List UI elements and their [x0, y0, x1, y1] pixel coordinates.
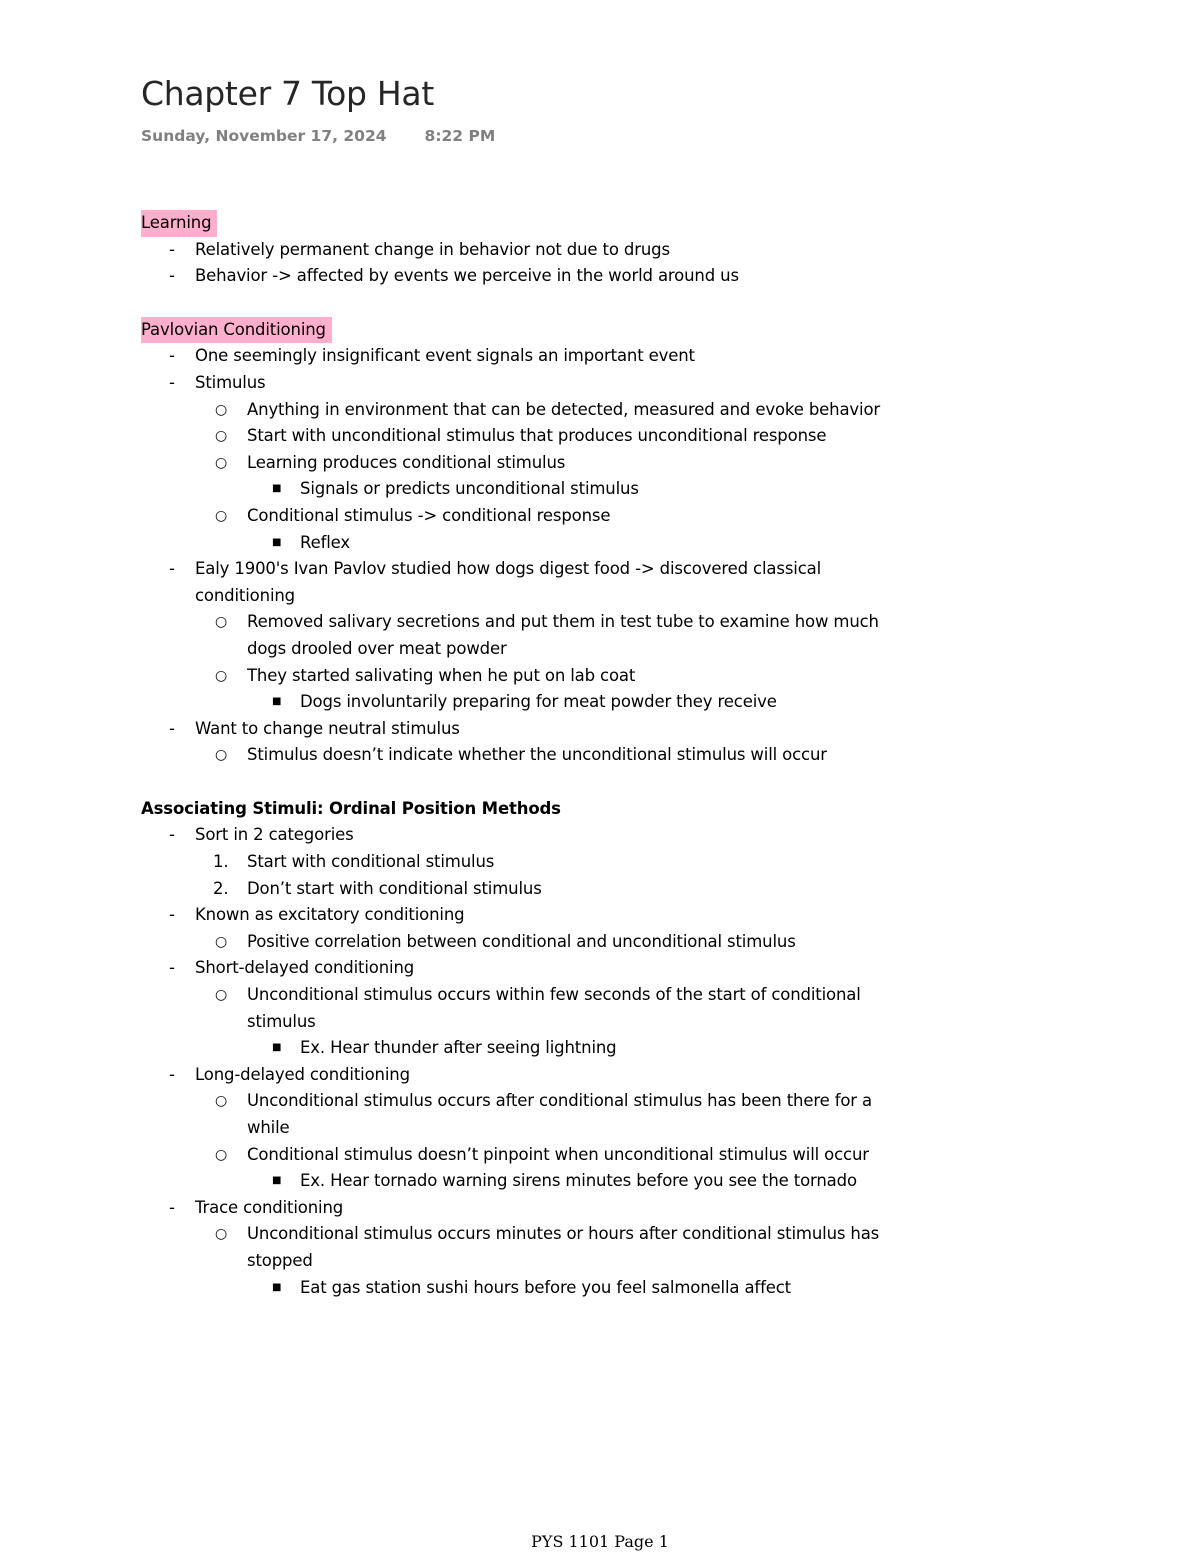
square-bullet-icon: ■: [272, 1175, 282, 1187]
learning-list: [141, 237, 901, 290]
list-item: ○ Stimulus doesn’t indicate whether the unconditional stimulus will occur: [141, 742, 901, 769]
list-item: - Relatively permanent change in behavior not due to drugs: [141, 237, 901, 264]
circle-bullet-icon: ○: [215, 747, 228, 764]
dash-bullet-icon: -: [169, 718, 175, 738]
section-heading-learning: Learning: [141, 210, 217, 237]
circle-bullet-icon: ○: [215, 1226, 228, 1243]
list-item: - Stimulus: [141, 370, 901, 397]
dash-bullet-icon: -: [169, 559, 175, 579]
page-footer: PYS 1101 Page 1: [531, 1532, 669, 1551]
dash-bullet-icon: -: [169, 958, 175, 978]
list-item: ■ Dogs involuntarily preparing for meat powder they receive: [141, 689, 901, 716]
list-item: ○ Unconditional stimulus occurs minutes or hours after conditional stimulus has stopped: [141, 1221, 901, 1274]
list-item: - Long-delayed conditioning: [141, 1062, 901, 1089]
list-item: ○ Conditional stimulus doesn’t pinpoint when unconditional stimulus will occur: [141, 1142, 901, 1169]
circle-bullet-icon: ○: [215, 614, 228, 631]
list-item: - Trace conditioning: [141, 1195, 901, 1222]
list-item: ○ Start with unconditional stimulus that produces unconditional response: [141, 423, 901, 450]
dash-bullet-icon: -: [169, 1197, 175, 1217]
list-item: ■ Ex. Hear tornado warning sirens minutes before you see the tornado: [141, 1168, 901, 1195]
section-associating: [141, 796, 901, 1301]
list-number: 1.: [213, 852, 229, 872]
list-item: ○ Conditional stimulus -> conditional response: [141, 503, 901, 530]
pavlovian-list: [141, 343, 901, 769]
dash-bullet-icon: -: [169, 372, 175, 392]
list-item: - Want to change neutral stimulus: [141, 716, 901, 743]
circle-bullet-icon: ○: [215, 454, 228, 471]
list-item: ○ Positive correlation between conditional and unconditional stimulus: [141, 929, 901, 956]
dash-bullet-icon: -: [169, 825, 175, 845]
circle-bullet-icon: ○: [215, 933, 228, 950]
square-bullet-icon: ■: [272, 483, 282, 495]
list-number: 2.: [213, 878, 229, 898]
dash-bullet-icon: -: [169, 1064, 175, 1084]
list-item: ○ Unconditional stimulus occurs within few seconds of the start of conditional stimulus: [141, 982, 901, 1035]
circle-bullet-icon: ○: [215, 507, 228, 524]
list-item: 1. Start with conditional stimulus: [141, 849, 901, 876]
associating-list: [141, 822, 901, 1301]
dash-bullet-icon: -: [169, 266, 175, 286]
page-title: Chapter 7 Top Hat: [141, 74, 434, 113]
list-item: 2. Don’t start with conditional stimulus: [141, 876, 901, 903]
list-item: ○ They started salivating when he put on lab coat: [141, 663, 901, 690]
list-item: ■ Signals or predicts unconditional stimulus: [141, 476, 901, 503]
list-item: ○ Anything in environment that can be detected, measured and evoke behavior: [141, 397, 901, 424]
list-item: ■ Ex. Hear thunder after seeing lightning: [141, 1035, 901, 1062]
dash-bullet-icon: -: [169, 905, 175, 925]
list-item: ■ Reflex: [141, 530, 901, 557]
list-item: - Sort in 2 categories: [141, 822, 901, 849]
note-body: [141, 210, 901, 1301]
section-heading-pavlovian: Pavlovian Conditioning: [141, 317, 332, 344]
list-item: - Known as excitatory conditioning: [141, 902, 901, 929]
square-bullet-icon: ■: [272, 536, 282, 548]
circle-bullet-icon: ○: [215, 1146, 228, 1163]
section-learning: [141, 210, 901, 290]
list-item: ○ Unconditional stimulus occurs after conditional stimulus has been there for a while: [141, 1088, 901, 1141]
circle-bullet-icon: ○: [215, 1093, 228, 1110]
circle-bullet-icon: ○: [215, 401, 228, 418]
page-date: Sunday, November 17, 2024: [141, 127, 387, 145]
square-bullet-icon: ■: [272, 1281, 282, 1293]
list-item: - Short-delayed conditioning: [141, 955, 901, 982]
section-pavlovian: [141, 317, 901, 769]
square-bullet-icon: ■: [272, 1042, 282, 1054]
circle-bullet-icon: ○: [215, 667, 228, 684]
list-item: - Behavior -> affected by events we perceive in the world around us: [141, 263, 901, 290]
circle-bullet-icon: ○: [215, 987, 228, 1004]
dash-bullet-icon: -: [169, 346, 175, 366]
square-bullet-icon: ■: [272, 696, 282, 708]
list-item: - Ealy 1900's Ivan Pavlov studied how dogs digest food -> discovered classical conditioning: [141, 556, 901, 609]
list-item: - One seemingly insignificant event signals an important event: [141, 343, 901, 370]
list-item: ○ Removed salivary secretions and put them in test tube to examine how much dogs drooled over meat powder: [141, 609, 901, 662]
section-heading-associating: Associating Stimuli: Ordinal Position Methods: [141, 798, 561, 818]
dash-bullet-icon: -: [169, 239, 175, 259]
circle-bullet-icon: ○: [215, 428, 228, 445]
page-time: 8:22 PM: [424, 127, 496, 145]
list-item: ■ Eat gas station sushi hours before you feel salmonella affect: [141, 1275, 901, 1302]
list-item: ○ Learning produces conditional stimulus: [141, 450, 901, 477]
page-timestamp: [141, 127, 495, 145]
